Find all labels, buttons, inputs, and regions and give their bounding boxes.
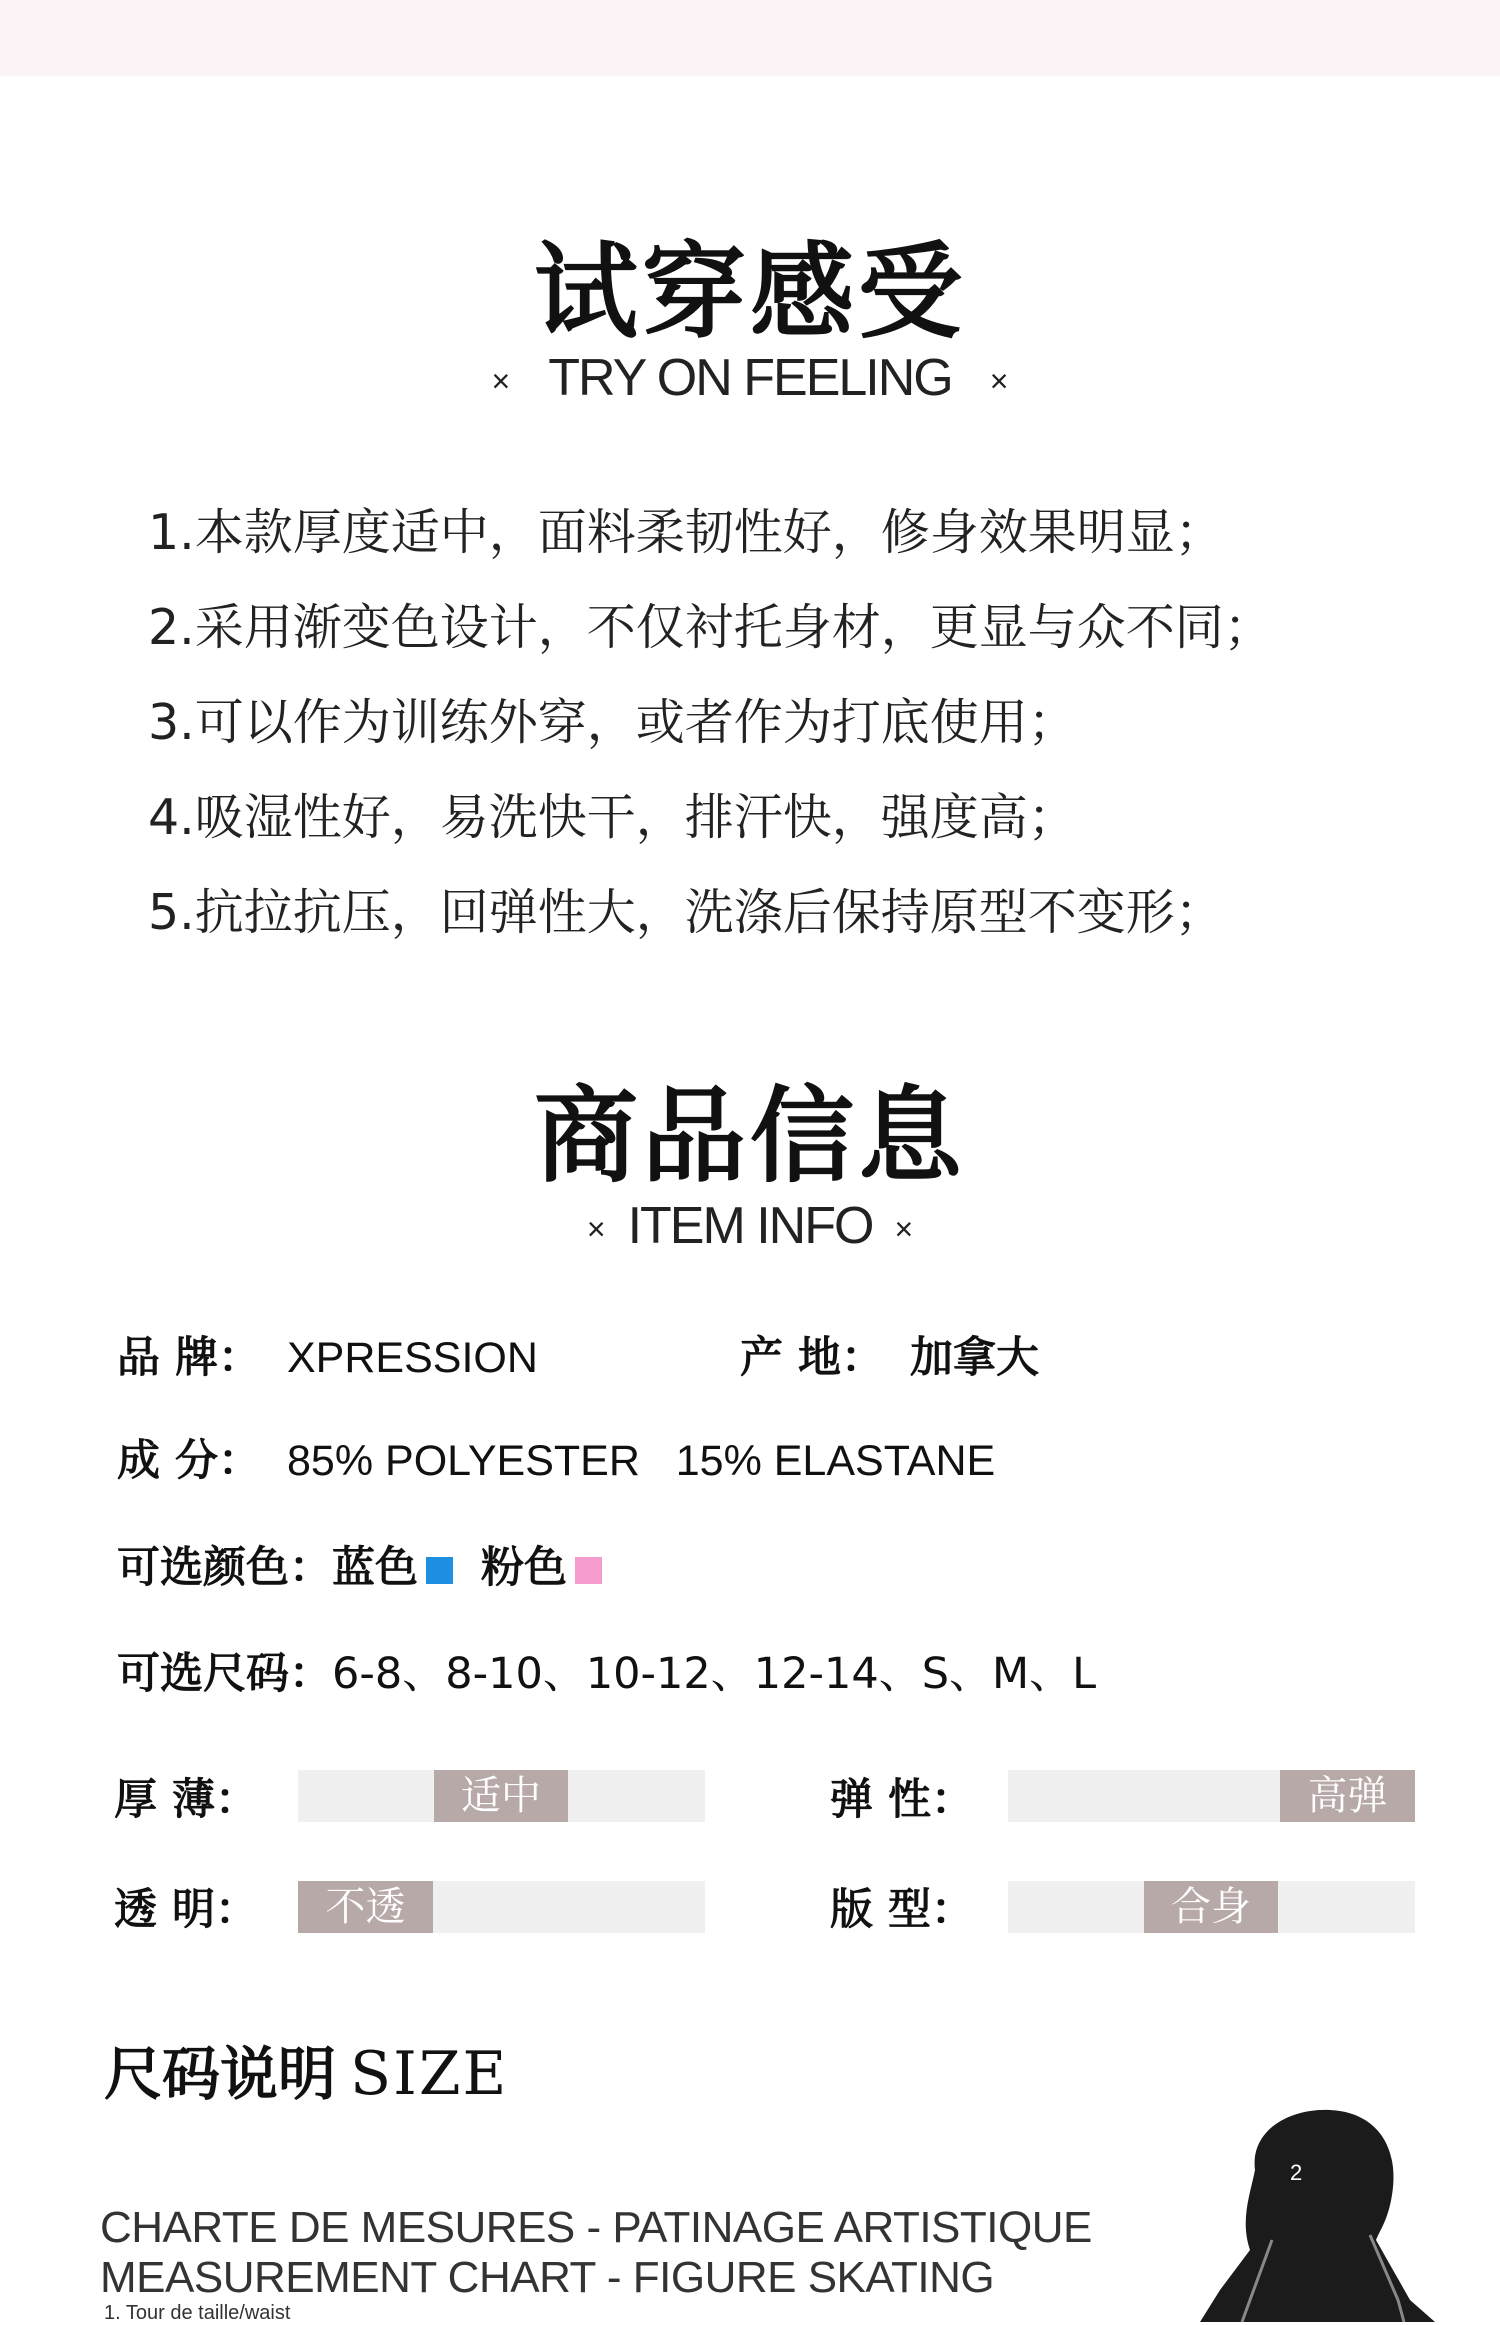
chart-title-fr: CHARTE DE MESURES - PATINAGE ARTISTIQUE (100, 2203, 1092, 2252)
elasticity-indicator: 高弹 (1280, 1770, 1415, 1822)
item-info-subtitle-text: ITEM INFO (627, 1197, 873, 1255)
figure-marker: 2 (1290, 2160, 1303, 2185)
fit-label: 版 型： (830, 1885, 974, 1935)
colors-row (117, 1534, 630, 1595)
elasticity-label: 弹 性： (830, 1775, 974, 1825)
color-option-pink: 粉色 (481, 1543, 567, 1593)
transparency-indicator: 不透 (298, 1881, 433, 1933)
fit-bar (1008, 1881, 1415, 1933)
brand-label: 品 牌： (117, 1333, 261, 1383)
decor-x-left: × (491, 362, 511, 399)
brand-row (117, 1324, 538, 1385)
elasticity-bar (1008, 1770, 1415, 1822)
measurement-figure-illustration (1180, 2100, 1460, 2322)
thickness-label: 厚 薄： (114, 1775, 258, 1825)
feeling-item: 4.吸湿性好，易洗快干，排汗快，强度高； (148, 789, 1077, 846)
origin-value: 加拿大 (910, 1333, 1039, 1383)
try-on-subtitle (0, 348, 1500, 408)
decor-x-left: × (586, 1210, 606, 1247)
try-on-title: 试穿感受 (533, 231, 966, 353)
composition-value: 85% POLYESTER 15% ELASTANE (287, 1437, 996, 1485)
composition-row (117, 1427, 995, 1488)
pink-swatch (575, 1557, 602, 1584)
size-title-cn: 尺码说明 (104, 2040, 337, 2108)
transparency-label: 透 明： (114, 1885, 258, 1935)
chart-title-en: MEASUREMENT CHART - FIGURE SKATING (100, 2253, 995, 2302)
sizes-row (117, 1640, 1096, 1701)
item-info-subtitle (0, 1196, 1500, 1256)
top-band (0, 0, 1500, 76)
feeling-item: 5.抗拉抗压，回弹性大，洗涤后保持原型不变形； (148, 884, 1224, 941)
origin-label: 产 地： (740, 1333, 884, 1383)
item-info-title: 商品信息 (533, 1075, 966, 1197)
feeling-item: 3.可以作为训练外穿，或者作为打底使用； (148, 694, 1077, 751)
thickness-bar (298, 1770, 705, 1822)
chart-note: 1. Tour de taille/waist (104, 2302, 291, 2324)
size-title-en: SIZE (350, 2039, 509, 2109)
feeling-list (148, 485, 1273, 960)
color-option-blue: 蓝色 (332, 1543, 418, 1593)
composition-label: 成 分： (117, 1436, 261, 1486)
decor-x-right: × (894, 1210, 914, 1247)
decor-x-right: × (989, 362, 1009, 399)
sizes-value: 6-8、8-10、10-12、12-14、S、M、L (332, 1649, 1097, 1699)
feeling-item: 2.采用渐变色设计，不仅衬托身材，更显与众不同； (148, 599, 1273, 656)
thickness-indicator: 适中 (434, 1770, 568, 1822)
colors-label: 可选颜色： (117, 1543, 332, 1593)
try-on-subtitle-text: TRY ON FEELING (548, 349, 952, 407)
fit-indicator: 合身 (1144, 1881, 1278, 1933)
sizes-label: 可选尺码： (117, 1649, 332, 1699)
origin-row (740, 1324, 1039, 1385)
size-title (104, 2027, 508, 2111)
brand-value: XPRESSION (287, 1334, 538, 1382)
feeling-item: 1.本款厚度适中，面料柔韧性好，修身效果明显； (148, 504, 1224, 561)
transparency-bar (298, 1881, 705, 1933)
blue-swatch (426, 1557, 453, 1584)
